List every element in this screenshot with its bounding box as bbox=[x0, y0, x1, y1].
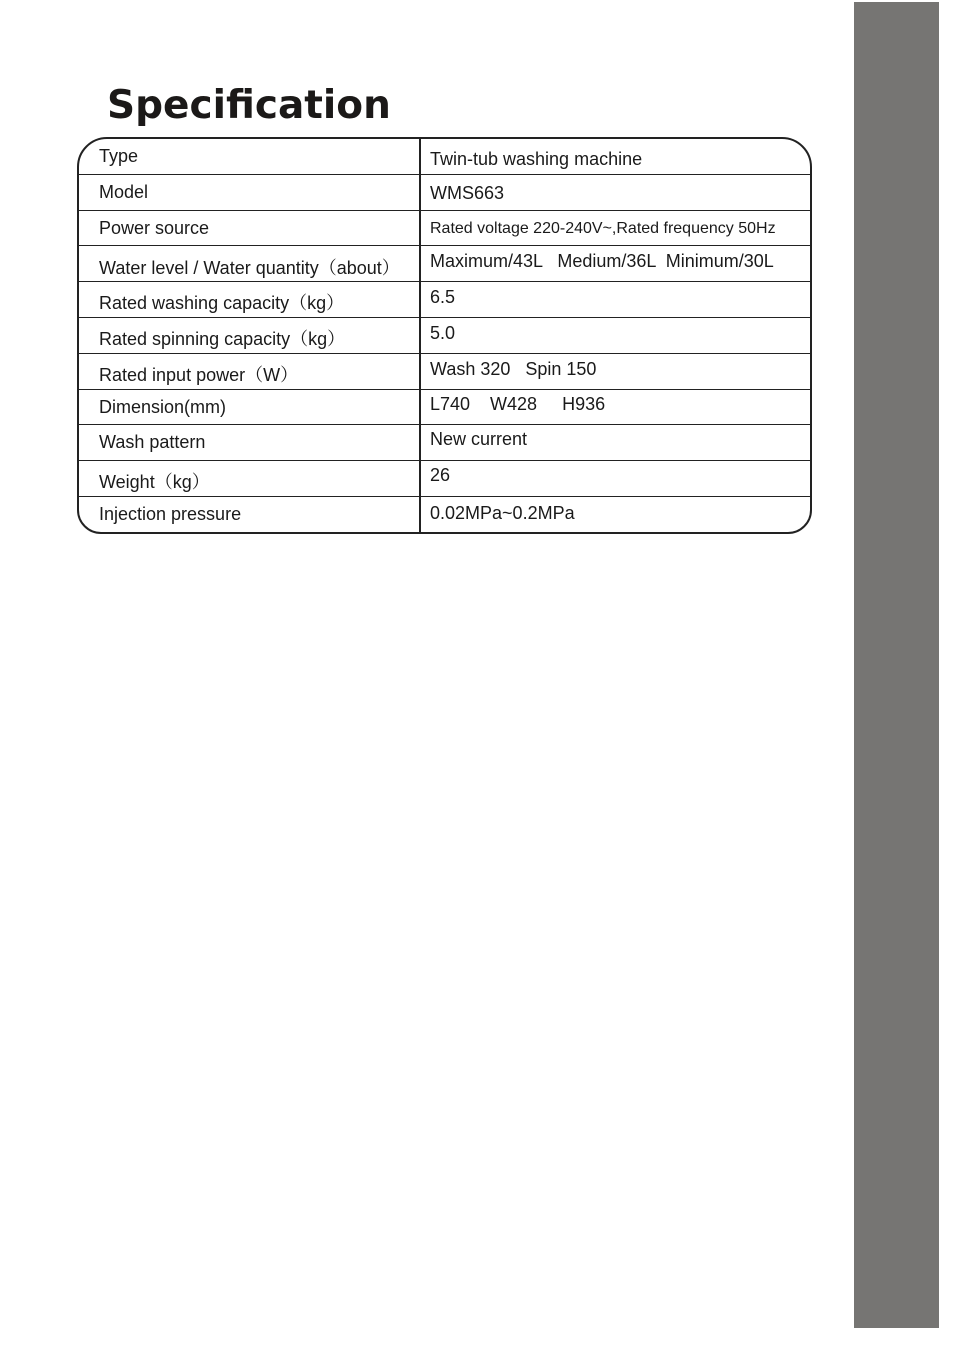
spec-label-washing-capacity: Rated washing capacity（kg） bbox=[99, 293, 345, 314]
spec-label-injection-pressure: Injection pressure bbox=[99, 504, 242, 524]
spec-label-weight: Weight（kg） bbox=[99, 472, 210, 493]
table-row bbox=[79, 461, 810, 497]
spec-value-weight: 26 bbox=[430, 465, 451, 486]
table-row bbox=[79, 211, 810, 247]
spec-value-water-level: Maximum/43L Medium/36L Minimum/30L bbox=[430, 251, 774, 272]
spec-value-wash-pattern: New current bbox=[430, 429, 528, 450]
spec-label-type: Type bbox=[99, 146, 139, 166]
table-row bbox=[79, 175, 810, 211]
spec-label-wash-pattern: Wash pattern bbox=[99, 432, 206, 453]
table-row bbox=[79, 497, 810, 534]
table-row bbox=[79, 282, 810, 318]
table-row bbox=[79, 425, 810, 461]
spec-label-water-level: Water level / Water quantity（about） bbox=[99, 258, 400, 279]
spec-label-input-power: Rated input power（W） bbox=[99, 364, 299, 385]
spec-label-power-source: Power source bbox=[99, 217, 210, 238]
table-row bbox=[79, 390, 810, 426]
spec-value-type: Twin-tub washing machine bbox=[430, 149, 643, 169]
spec-value-power-source: Rated voltage 220-240V~,Rated frequency 50Hz bbox=[430, 219, 776, 237]
spec-value-model: WMS663 bbox=[430, 182, 505, 203]
spec-value-injection-pressure: 0.02MPa~0.2MPa bbox=[430, 503, 575, 523]
table-row bbox=[79, 354, 810, 390]
spec-label-model: Model bbox=[99, 181, 149, 202]
side-tab-bar bbox=[854, 2, 939, 1328]
spec-value-dimension: L740 W428 H936 bbox=[430, 393, 606, 414]
spec-value-spinning-capacity: 5.0 bbox=[430, 323, 456, 343]
table-row bbox=[79, 139, 810, 175]
table-row bbox=[79, 318, 810, 354]
spec-label-dimension: Dimension(mm) bbox=[99, 396, 227, 417]
specification-table bbox=[77, 137, 812, 534]
table-row bbox=[79, 246, 810, 282]
page-title: Specification bbox=[107, 83, 391, 128]
spec-value-washing-capacity: 6.5 bbox=[430, 287, 456, 308]
spec-value-input-power: Wash 320 Spin 150 bbox=[430, 358, 597, 379]
spec-label-spinning-capacity: Rated spinning capacity（kg） bbox=[99, 329, 346, 349]
